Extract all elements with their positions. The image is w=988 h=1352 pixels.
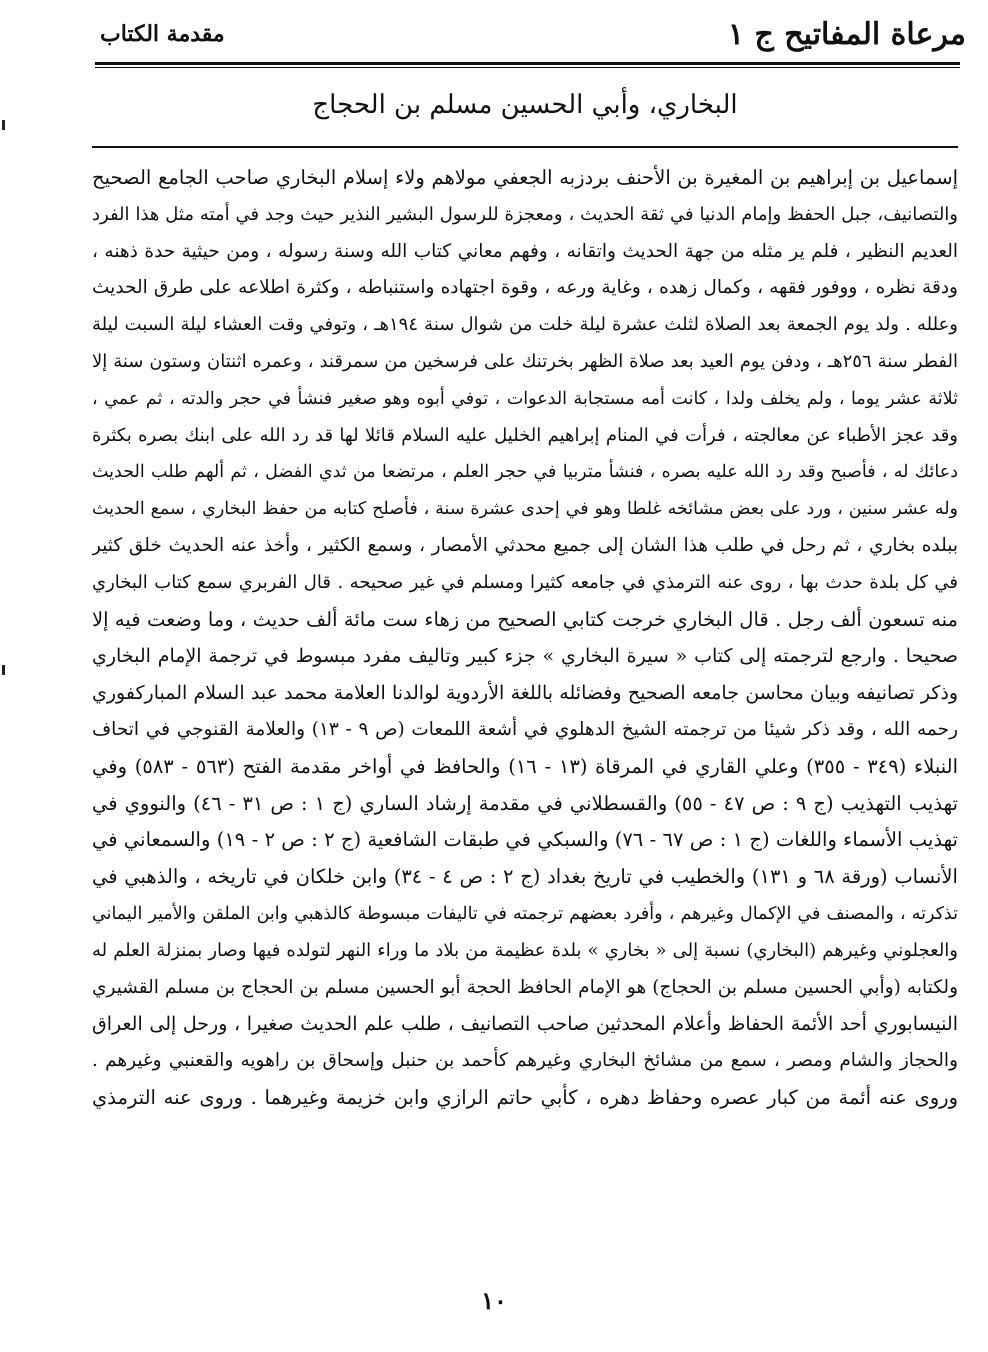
body-line: وله عشر سنين ، ورد على بعض مشائخه غلطا وهو في إحدى عشرة سنة ، فأصلح كتابه من حفظ البخاري ، سمع الحديث <box>92 499 958 520</box>
commentary-body <box>92 160 958 1117</box>
body-line: رحمه الله ، وقد ذكر شيئا من ترجمته الشيخ الدهلوي في أشعة اللمعات (ص ٩ - ١٣) والعلامة القنوجي في اتحاف <box>92 718 958 740</box>
body-line: دعائك له ، فأصبح وقد رد الله عليه بصره ، فنشأ متربيا في حجر العلم ، مرتضعا من ثدي الفضل ، ثم ألهم طلب الحديث <box>92 462 958 483</box>
body-line: الأنساب (ورقة ٦٨ و ١٣١) والخطيب في تاريخ بغداد (ج ٢ : ص ٤ - ٣٤) وابن خلكان في تاريخه ، والذهبي في <box>92 865 958 889</box>
hadith-text-block <box>92 80 958 148</box>
body-line: إسماعيل بن إبراهيم بن المغيرة بن الأحنف بردزبه الجعفي مولاهم ولاء إسلام البخاري صاحب الجامع الصحيح <box>92 166 958 189</box>
book-title: مرعاة المفاتيح ج ١ <box>727 16 966 52</box>
body-line: النيسابوري أحد الأئمة الحفاظ وأعلام المحدثين صاحب التصانيف ، طلب علم الحديث صغيرا ، ورحل إلى العراق <box>92 1013 958 1036</box>
body-line: وروى عنه أئمة من كبار عصره وحفاظ دهره ، كأبي حاتم الرازي وابن خزيمة وغيرهما . وروى عنه الترمذي <box>92 1085 958 1109</box>
margin-mark <box>2 120 5 130</box>
body-line: في كل بلدة حدث بها ، روى عنه الترمذي في جامعه كثيرا ومسلم في غير صحيحه . قال الفربري سمع كتاب البخاري <box>92 571 958 593</box>
body-line: ولكتابه (وأبي الحسين مسلم بن الحجاج) هو الإمام الحافظ الحجة أبو الحسين مسلم بن الحجاج بن مسلم القشيري <box>92 976 958 998</box>
hadith-divider <box>92 146 958 148</box>
body-line: والعجلوني وغيرهم (البخاري) نسبة إلى « بخاري » بلدة عظيمة من بلاد ما وراء النهر لتولده فيها وصار بمنزلة العلم له <box>92 939 958 961</box>
margin-mark <box>2 665 5 675</box>
section-name: مقدمة الكتاب <box>100 21 225 47</box>
body-line: منه تسعون ألف رجل . قال البخاري خرجت كتابي الصحيح من زهاء ست مائة ألف حديث ، وما وضعت فيه إلا <box>92 607 958 631</box>
hadith-text: البخاري، وأبي الحسين مسلم بن الحجاج <box>312 90 738 120</box>
body-line: ببلده بخاري ، ثم رحل في طلب هذا الشان إلى جميع محدثي الأمصار ، وسمع الكثير ، وأخذ عنه الحديث خلق كثير <box>92 534 958 556</box>
body-line: صحيحا . وارجع لترجمته إلى كتاب « سيرة البخاري » جزء كبير وتاليف مفرد مبسوط في ترجمة الإمام البخاري <box>92 645 958 668</box>
body-line: تذكرته ، والمصنف في الإكمال وغيرهم ، وأفرد بعضهم ترجمته في تاليفات مبسوطة كالذهبي وابن الملقن والأمير اليماني <box>92 903 958 924</box>
body-line: العديم النظير ، فلم ير مثله من جهة الحديث واتقانه ، وفهم معاني كتاب الله وسنة رسوله ، ومن حيثية حدة ذهنه ، <box>92 240 958 262</box>
page-number: ١٠ <box>481 1286 507 1315</box>
running-header <box>100 14 966 54</box>
body-line: وذكر تصانيفه وبيان محاسن جامعه الصحيح وفضائله باللغة الأردوية لوالدنا العلامة محمد عبد السلام المباركفوري <box>92 682 958 705</box>
body-line: ثلاثة عشر يوما ، ولم يخلف ولدا ، كانت أمه مستجابة الدعوات ، توفي أبوه وهو صغير فنشأ في حجر والدته ، ثم عمي ، <box>92 388 958 409</box>
body-line: وقد عجز الأطباء عن معالجته ، فرأت في المنام إبراهيم الخليل عليه السلام قائلا لها قد رد الله على ابنك بصره بكثرة <box>92 424 958 446</box>
body-line: ودقة نظره ، ووفور فقهه ، وكمال زهده ، وغاية ورعه ، وقوة اجتهاده واستنباطه ، وكثرة اطلاعه على طرق الحديث <box>92 277 958 299</box>
header-rule-thick <box>95 62 960 65</box>
body-line: والتصانيف، جبل الحفظ وإمام الدنيا في ثقة الحديث ، ومعجزة للرسول البشير النذير حيث وجد في أمته مثل هذا الفرد <box>92 203 958 225</box>
body-line: تهذيب التهذيب (ج ٩ : ص ٤٧ - ٥٥) والقسطلاني في مقدمة إرشاد الساري (ج ١ : ص ٣١ - ٤٦) والنووي في <box>92 791 958 815</box>
header-rule-thin <box>95 67 960 68</box>
body-line: تهذيب الأسماء واللغات (ج ١ : ص ٦٧ - ٧٦) والسبكي في طبقات الشافعية (ج ٢ : ص ٢ - ١٩) والسمعاني في <box>92 828 958 852</box>
body-line: النبلاء (٣٤٩ - ٣٥٥) وعلي القاري في المرقاة (١٣ - ١٦) والحافظ في أواخر مقدمة الفتح (٥٦٣ - ٥٨٣) وفي <box>92 754 958 778</box>
body-line: الفطر سنة ٢٥٦هـ ، ودفن يوم العيد بعد صلاة الظهر بخرتنك على فرسخين من سمرقند ، وعمره اثنتان وستون سنة إلا <box>92 350 958 372</box>
body-line: والحجاز والشام ومصر ، سمع من مشائخ البخاري وغيرهم كأحمد بن حنبل وإسحاق بن راهويه والقعنبي وغيرهم . <box>92 1050 958 1072</box>
body-line: وعلله . ولد يوم الجمعة بعد الصلاة لثلث عشرة ليلة خلت من شوال سنة ١٩٤هـ ، وتوفي وقت العشاء ليلة السبت ليلة <box>92 314 958 336</box>
